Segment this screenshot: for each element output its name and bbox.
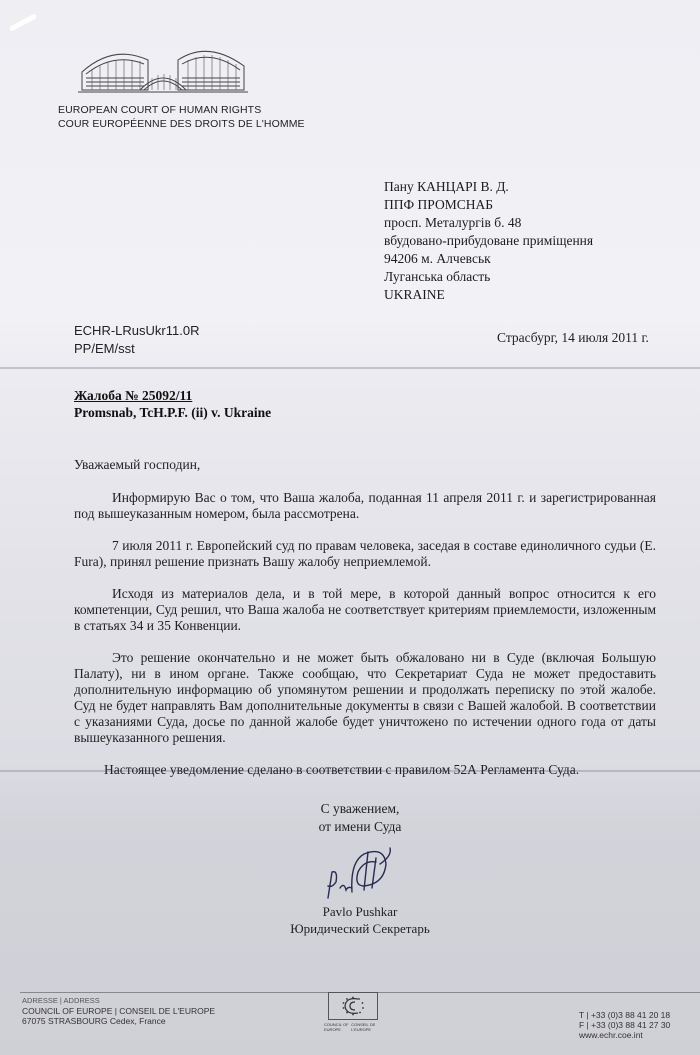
paper-fold	[0, 367, 700, 369]
body-paragraph: Информирую Вас о том, что Ваша жалоба, поданная 11 апреля 2011 г. и зарегистрированная под вышеуказанным номером, была рассмотрена.	[74, 490, 656, 521]
date-line: Страсбург, 14 июля 2011 г.	[497, 330, 649, 345]
court-name-fr: COUR EUROPÉENNE DES DROITS DE L'HOMME	[58, 118, 305, 130]
footer-phone: T | +33 (0)3 88 41 20 18	[579, 1010, 671, 1020]
body-paragraph: Это решение окончательно и не может быть обжаловано ни в Суде (включая Большую Палату), ни в ином органе. Также сообщаю, что Секретариат Суда не может предоставить дополнительную информацию об упомянутом решении и продолжать переписку по этой жалобе. Суд не будет направлять Вам дополнительные документы в связи с Вашей жалобой. В соответствии с указаниями Суда, досье по данной жалобе будет уничтожено по истечении одного года от даты вышеуказанного решения.	[74, 650, 656, 745]
coe-emblem-frame	[328, 992, 378, 1020]
reference-block	[74, 322, 199, 358]
footer-address-line: COUNCIL OF EUROPE | CONSEIL DE L'EUROPE	[22, 1006, 216, 1016]
complaint-number: Жалоба № 25092/11	[74, 388, 193, 403]
light-glare	[9, 13, 38, 31]
addressee-line: Луганська область	[384, 269, 491, 284]
court-name-en: EUROPEAN COURT OF HUMAN RIGHTS	[58, 104, 262, 116]
reference-initials: PP/EM/sst	[74, 341, 135, 356]
coe-emblem-icon	[338, 995, 368, 1017]
signatory-name: Pavlo Pushkar	[322, 904, 398, 919]
addressee-line: 94206 м. Алчевськ	[384, 251, 491, 266]
footer-address	[22, 996, 215, 1026]
signatory-title: Юридический Секретарь	[290, 921, 430, 936]
body-paragraph: 7 июля 2011 г. Европейский суд по правам человека, заседая в составе единоличного судьи (E. Fura), принял решение признать Вашу жалобу неприемлемой.	[74, 538, 656, 569]
greeting: Уважаемый господин,	[74, 457, 201, 472]
addressee-block	[384, 178, 593, 304]
body-paragraph: Настоящее уведомление сделано в соответствии с правилом 52А Регламента Суда.	[104, 762, 580, 777]
footer-address-line: 67075 STRASBOURG Cedex, France	[22, 1016, 166, 1026]
handwritten-signature	[318, 842, 398, 904]
court-building-logo	[78, 40, 248, 102]
complaint-heading	[74, 387, 271, 421]
footer-website: www.echr.coe.int	[579, 1030, 643, 1040]
closing-block	[300, 800, 420, 836]
addressee-line: UKRAINE	[384, 287, 445, 302]
closing-line: С уважением,	[320, 801, 400, 816]
footer-address-label: ADRESSE | ADDRESS	[22, 996, 100, 1005]
council-of-europe-logo	[324, 992, 380, 1042]
coe-caption-en: COUNCIL OF EUROPE	[324, 1022, 349, 1032]
coe-logo-caption	[324, 1022, 380, 1032]
footer-contact	[579, 1010, 670, 1040]
addressee-line: просп. Металургів б. 48	[384, 215, 522, 230]
complaint-title: Promsnab, TcH.P.F. (ii) v. Ukraine	[74, 405, 272, 420]
letter-body	[74, 490, 656, 794]
addressee-line: вбудовано-прибудоване приміщення	[384, 233, 594, 248]
closing-line: от имени Суда	[318, 819, 402, 834]
body-paragraph: Исходя из материалов дела, и в той мере, в которой данный вопрос относится к его компетенции, Суд решил, что Ваша жалоба не соответствует критериям приемлемости, изложенным в статьях 34 и 35 Конвенции.	[74, 586, 656, 633]
footer-fax: F | +33 (0)3 88 41 27 30	[579, 1020, 671, 1030]
addressee-line: ППФ ПРОМСНАБ	[384, 197, 493, 212]
reference-code: ECHR-LRusUkr11.0R	[74, 323, 200, 338]
addressee-line: Пану КАНЦАРІ В. Д.	[384, 179, 509, 194]
signatory-block	[270, 903, 450, 937]
coe-caption-fr: CONSEIL DE L'EUROPE	[351, 1022, 376, 1032]
